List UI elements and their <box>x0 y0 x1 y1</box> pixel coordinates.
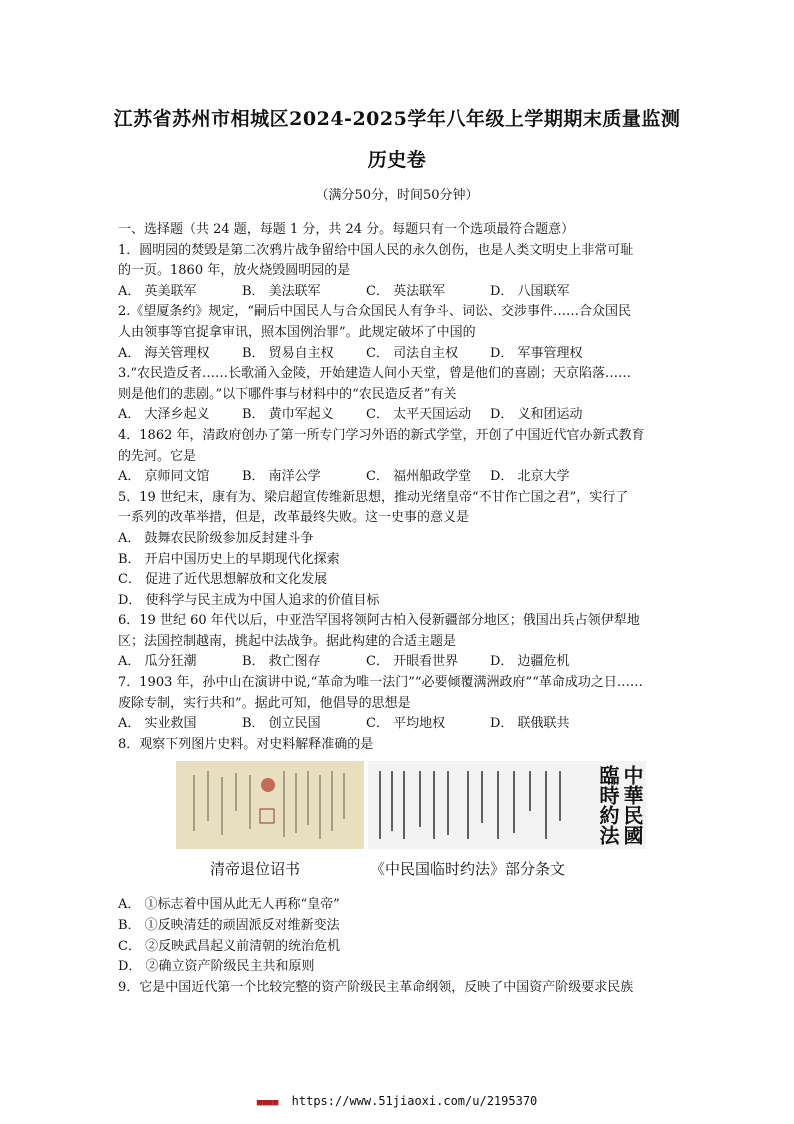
constitution-heading: 中華民國臨時約法 <box>596 765 644 846</box>
option-c: C． ②反映武昌起义前清朝的统治危机 <box>118 938 341 954</box>
question-text: 1．圆明园的焚毁是第二次鸦片战争留给中国人民的永久创伤，也是人类文明史上非常可耻 <box>118 242 634 258</box>
question-6 <box>118 611 678 673</box>
option-a: A． 京师同文馆 <box>118 469 210 485</box>
figure-caption-2: 《中民国临时约法》部分条文 <box>370 860 566 879</box>
question-1 <box>118 241 678 303</box>
question-7 <box>118 673 678 735</box>
option-b: B． 美法联军 <box>242 283 321 299</box>
question-text: 4．1862 年，清政府创办了第一所专门学习外语的新式学堂，开创了中国近代官办新式教育 <box>118 427 645 443</box>
option-row <box>118 344 678 365</box>
option-b: B． 创立民国 <box>242 716 321 732</box>
question-text: 5．19 世纪末，康有为、梁启超宣传维新思想，推动光绪皇帝“不甘作亡国之君”，实行了 <box>118 489 629 505</box>
option-row <box>118 652 678 673</box>
question-5 <box>118 488 678 612</box>
question-text: 则是他们的悲剧。”以下哪件事与材料中的“农民造反者”有关 <box>118 386 457 402</box>
option-c: C． 平均地权 <box>366 716 446 732</box>
option-row <box>118 405 678 426</box>
option-b: B． 贸易自主权 <box>242 345 334 361</box>
option-b: B． ①反映清廷的顽固派反对维新变法 <box>118 918 340 934</box>
question-text: 2.《望厦条约》规定，“嗣后中国民人与合众国民人有争斗、词讼、交涉事件……合众国民 <box>118 304 632 320</box>
question-text: 一系列的改革举措，但是，改革最终失败。这一史事的意义是 <box>118 510 470 526</box>
question-text: 7．1903 年，孙中山在演讲中说,“革命为唯一法门”“必要倾覆满洲政府”“革命成功之日…… <box>118 675 643 691</box>
option-a: A． 瓜分狂潮 <box>118 654 197 670</box>
document-title: 江苏省苏州市相城区2024-2025学年八年级上学期期末质量监测 <box>113 108 681 130</box>
option-c: C． 司法自主权 <box>366 345 459 361</box>
option-row <box>118 282 678 303</box>
option-c: C． 英法联军 <box>366 283 446 299</box>
option-d: D． 边疆危机 <box>490 654 570 670</box>
question-text: 9．它是中国近代第一个比较完整的资产阶级民主革命纲领，反映了中国资产阶级要求民族 <box>118 979 634 995</box>
option-d: D． 使科学与民主成为中国人追求的价值目标 <box>118 592 380 608</box>
question-8 <box>118 735 678 978</box>
question-9 <box>118 978 678 999</box>
option-d: D． ②确立资产阶级民主共和原则 <box>118 959 315 975</box>
option-c: C． 开眼看世界 <box>366 654 459 670</box>
option-d: D． 义和团运动 <box>490 407 583 423</box>
option-d: D． 军事管理权 <box>490 345 583 361</box>
question-4 <box>118 426 678 488</box>
option-b: B． 开启中国历史上的早期现代化探索 <box>118 551 340 567</box>
option-b: B． 南洋公学 <box>242 469 321 485</box>
question-2 <box>118 302 678 364</box>
historical-figure <box>118 761 678 891</box>
option-d: D． 联俄联共 <box>490 716 570 732</box>
option-a: A． 实业救国 <box>118 716 197 732</box>
question-text: 的一页。1860 年，放火烧毁圆明园的是 <box>118 263 351 279</box>
option-row <box>118 467 678 488</box>
option-a: A． ①标志着中国从此无人再称“皇帝” <box>118 897 340 913</box>
question-text: 3.“农民造反者……长歌涌入金陵，开始建造人间小天堂，曾是他们的喜剧；天京陷落…… <box>118 366 632 382</box>
option-d: D． 八国联军 <box>490 283 570 299</box>
question-text: 废除专制，实行共和”。据此可知，他倡导的思想是 <box>118 695 411 711</box>
document-subject: 历史卷 <box>367 149 427 171</box>
exam-info: （满分50分，时间50分钟） <box>315 188 479 203</box>
option-a: A． 英美联军 <box>118 283 197 299</box>
page-footer <box>0 1094 794 1108</box>
section-heading: 一、选择题（共 24 题，每题 1 分，共 24 分。每题只有一个选项最符合题意） <box>118 222 575 237</box>
option-c: C． 促进了近代思想解放和文化发展 <box>118 572 328 588</box>
option-c: C． 太平天国运动 <box>366 407 472 423</box>
provisional-constitution-image <box>368 761 646 849</box>
question-content <box>118 220 678 998</box>
option-a: A． 鼓舞农民阶级参加反封建斗争 <box>118 530 314 546</box>
watermark-badge: ■■■■ <box>256 1098 279 1108</box>
question-text: 的先河。它是 <box>118 448 197 464</box>
option-a: A． 大泽乡起义 <box>118 407 210 423</box>
option-c: C． 福州船政学堂 <box>366 469 472 485</box>
option-a: A． 海关管理权 <box>118 345 210 361</box>
question-text: 8．观察下列图片史料。对史料解释准确的是 <box>118 736 374 752</box>
abdication-edict-image <box>176 761 364 849</box>
figure-caption-1: 清帝退位诏书 <box>210 860 301 879</box>
question-text: 人由领事等官捉拿审讯，照本国例治罪”。此规定破坏了中国的 <box>118 324 476 340</box>
option-b: B． 救亡图存 <box>242 654 321 670</box>
edict-scroll-illustration <box>176 761 364 849</box>
source-link[interactable]: https://www.51jiaoxi.com/u/2195370 <box>291 1094 538 1108</box>
option-row <box>118 714 678 735</box>
option-d: D． 北京大学 <box>490 469 570 485</box>
question-text: 区；法国控制越南，挑起中法战争。据此构建的合适主题是 <box>118 633 457 649</box>
question-text: 6．19 世纪 60 年代以后，中亚浩罕国将领阿古柏入侵新疆部分地区；俄国出兵占领伊犁地 <box>118 613 640 629</box>
option-b: B． 黄巾军起义 <box>242 407 334 423</box>
question-3 <box>118 364 678 426</box>
